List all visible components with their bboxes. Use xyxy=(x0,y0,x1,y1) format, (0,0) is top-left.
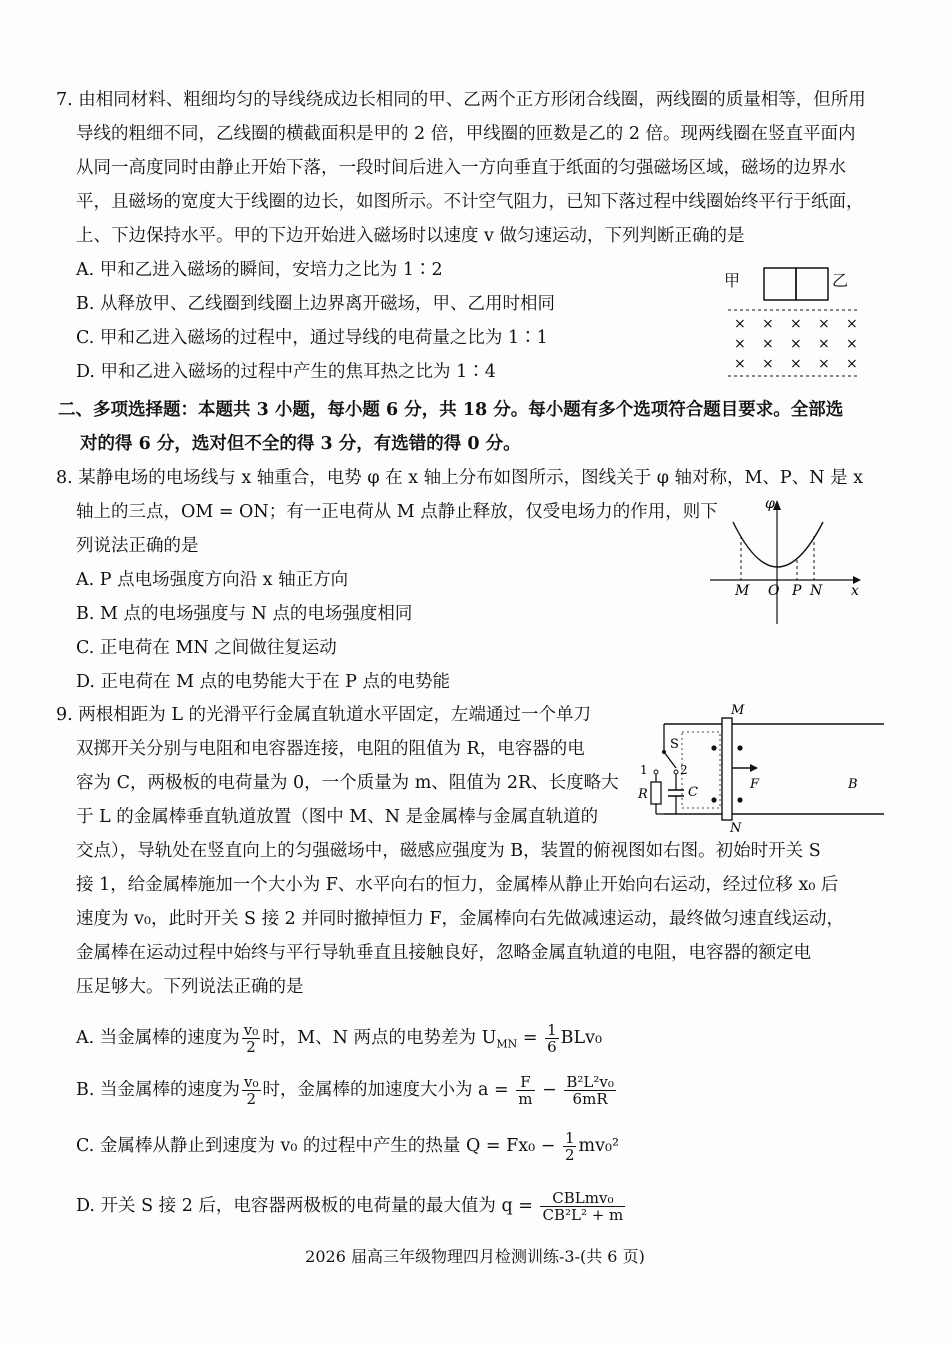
section-2-subtitle: 对的得 6 分，选对但不全的得 3 分，有选错的得 0 分。 xyxy=(80,434,521,454)
magnetic-field-crosses xyxy=(734,316,858,372)
field-cross: × xyxy=(818,336,830,352)
q9-line-2: 双掷开关分别与电阻和电容器连接，电阻的阻值为 R，电容器的电 xyxy=(76,739,585,759)
capacitor-label: C xyxy=(688,785,698,800)
q9-line-6: 接 1，给金属棒施加一个大小为 F、水平向右的恒力，金属棒从静止开始向右运动，经过位移 x₀ 后 xyxy=(76,875,839,895)
coil-jia xyxy=(764,268,796,300)
field-cross: × xyxy=(790,356,802,372)
field-cross: × xyxy=(846,356,858,372)
q9-line-8: 金属棒在运动过程中始终与平行导轨垂直且接触良好，忽略金属直轨道的电阻，电容器的额定电 xyxy=(76,943,811,963)
q8-option-d: D. 正电荷在 M 点的电势能大于在 P 点的电势能 xyxy=(76,672,450,692)
resistor xyxy=(651,782,661,804)
q8-option-b: B. M 点的电场强度与 N 点的电场强度相同 xyxy=(76,604,413,624)
magnetic-field-dots xyxy=(711,745,888,802)
field-dot xyxy=(737,745,742,750)
force-label: F xyxy=(750,777,760,792)
coil-yi xyxy=(796,268,828,300)
field-dot xyxy=(737,797,742,802)
field-label: B xyxy=(848,777,858,792)
frac-1-over-2: $\frac{1}{2}$ xyxy=(564,1129,575,1164)
resistor-label: R xyxy=(638,787,648,802)
field-cross: × xyxy=(734,316,746,332)
q7-line-1: 7. 由相同材料、粗细均匀的导线绕成边长相同的甲、乙两个正方形闭合线圈，两线圈的质量相等，但所用 xyxy=(56,90,866,110)
q8-line-2: 轴上的三点，OM = ON；有一正电荷从 M 点静止释放，仅受电场力的作用，则下 xyxy=(76,502,718,522)
q8-potential-graph xyxy=(705,494,865,629)
frac-v0-over-2: $\frac{\text{v₀}}{2}$ xyxy=(243,1021,259,1056)
q7-line-3: 从同一高度同时由静止开始下落，一段时间后进入一方向垂直于纸面的匀强磁场区域，磁场的边界水 xyxy=(76,158,846,178)
q9-circuit-figure xyxy=(636,702,888,836)
o-label: O xyxy=(768,583,780,599)
contact-1-label: 1 xyxy=(640,763,648,777)
switch-label: S xyxy=(670,737,679,752)
q9-line-9: 压足够大。下列说法正确的是 xyxy=(76,977,304,997)
q9-option-c: C. 金属棒从静止到速度为 v₀ 的过程中产生的热量 Q = Fx₀ − $\frac{1}{2}$ mv₀² xyxy=(76,1129,619,1164)
switch-contact-2 xyxy=(674,770,678,774)
q7-option-a: A. 甲和乙进入磁场的瞬间，安培力之比为 1∶2 xyxy=(76,260,443,280)
q7-line-5: 上、下边保持水平。甲的下边开始进入磁场时以速度 v 做匀速运动，下列判断正确的是 xyxy=(76,226,745,246)
q9-line-5: 交点），导轨处在竖直向上的匀强磁场中，磁感应强度为 B，装置的俯视图如右图。初始时开关 S xyxy=(76,841,821,861)
field-cross: × xyxy=(790,316,802,332)
q7-line-2: 导线的粗细不同，乙线圈的横截面积是甲的 2 倍，甲线圈的匝数是乙的 2 倍。现两线圈在竖直平面内 xyxy=(76,124,856,144)
frac-f-over-m: $\frac{F}{m}$ xyxy=(518,1073,533,1108)
q9-line-4: 于 L 的金属棒垂直轨道放置（图中 M、N 是金属棒与金属直轨道的 xyxy=(76,807,599,827)
switch-blade xyxy=(664,752,676,768)
section-2-title: 二、多项选择题：本题共 3 小题，每小题 6 分，共 18 分。每小题有多个选项符合题目要求。全部选 xyxy=(58,400,844,420)
q8-line-3: 列说法正确的是 xyxy=(76,536,199,556)
q7-option-b: B. 从释放甲、乙线圈到线圈上边界离开磁场，甲、乙用时相同 xyxy=(76,294,555,314)
q9-line-3: 容为 C，两极板的电荷量为 0，一个质量为 m、阻值为 2R、长度略大 xyxy=(76,773,619,793)
phi-label: φ xyxy=(765,496,775,512)
field-cross: × xyxy=(846,336,858,352)
field-cross: × xyxy=(846,316,858,332)
switch-contact-1 xyxy=(654,770,658,774)
q7-option-d: D. 甲和乙进入磁场的过程中产生的焦耳热之比为 1∶4 xyxy=(76,362,496,382)
q7-option-c: C. 甲和乙进入磁场的过程中，通过导线的电荷量之比为 1∶1 xyxy=(76,328,548,348)
field-cross: × xyxy=(734,356,746,372)
p-label: P xyxy=(792,583,802,599)
q9-option-d: D. 开关 S 接 2 后，电容器两极板的电荷量的最大值为 q = $\frac{\text{CBLmv₀}}{\text{CB²L² + m}}$ xyxy=(76,1189,624,1224)
q9-line-7: 速度为 v₀，此时开关 S 接 2 并同时撤掉恒力 F，金属棒向右先做减速运动，最终做匀速直线运动， xyxy=(76,909,845,929)
bar-n-label: N xyxy=(730,821,742,836)
m-label: M xyxy=(735,583,750,599)
frac-1-over-6: $\frac{1}{6}$ xyxy=(547,1021,557,1056)
frac-max-charge: $\frac{\text{CBLmv₀}}{\text{CB²L² + m}}$ xyxy=(542,1189,624,1224)
field-cross: × xyxy=(762,336,774,352)
field-cross: × xyxy=(818,316,830,332)
frac-v0-over-2-b: $\frac{\text{v₀}}{2}$ xyxy=(244,1073,259,1108)
q9-option-a: A. 当金属棒的速度为 $\frac{\text{v₀}}{2}$ 时，M、N 两点的电势差为 $U_{MN}$ = $\frac{1}{6}$ BLv₀ xyxy=(76,1021,602,1056)
field-dot xyxy=(711,745,716,750)
field-cross: × xyxy=(818,356,830,372)
page-footer: 2026 届高三年级物理四月检测训练-3-(共 6 页) xyxy=(305,1247,645,1266)
contact-2-label: 2 xyxy=(680,763,688,777)
x-label: x xyxy=(851,583,859,599)
label-jia: 甲 xyxy=(724,271,741,290)
q9-option-b: B. 当金属棒的速度为 $\frac{\text{v₀}}{2}$ 时，金属棒的加速度大小为 a = $\frac{F}{m}$ − $\frac{\text{B²L²v₀}}{6mR}$ xyxy=(76,1073,614,1108)
field-cross: × xyxy=(790,336,802,352)
q9-line-1: 9. 两根相距为 L 的光滑平行金属直轨道水平固定，左端通过一个单刀 xyxy=(56,705,592,725)
q7-line-4: 平，且磁场的宽度大于线圈的边长，如图所示。不计空气阻力，已知下落过程中线圈始终平行于纸面， xyxy=(76,192,864,212)
q8-line-1: 8. 某静电场的电场线与 x 轴重合，电势 φ 在 x 轴上分布如图所示，图线关于 φ 轴对称，M、P、N 是 x xyxy=(56,468,864,488)
frac-b2l2v0-over-6mr: $\frac{\text{B²L²v₀}}{6mR}$ xyxy=(566,1073,614,1108)
field-dot xyxy=(711,797,716,802)
n-label: N xyxy=(810,583,823,599)
bar-m-label: M xyxy=(731,703,745,718)
potential-curve xyxy=(733,522,823,567)
metal-bar xyxy=(722,718,732,820)
q7-figure xyxy=(718,258,868,380)
q8-option-a: A. P 点电场强度方向沿 x 轴正方向 xyxy=(76,570,349,590)
field-cross: × xyxy=(734,336,746,352)
q8-option-c: C. 正电荷在 MN 之间做往复运动 xyxy=(76,638,337,658)
label-yi: 乙 xyxy=(832,271,849,290)
field-cross: × xyxy=(762,316,774,332)
field-cross: × xyxy=(762,356,774,372)
switch-pivot xyxy=(662,750,666,754)
